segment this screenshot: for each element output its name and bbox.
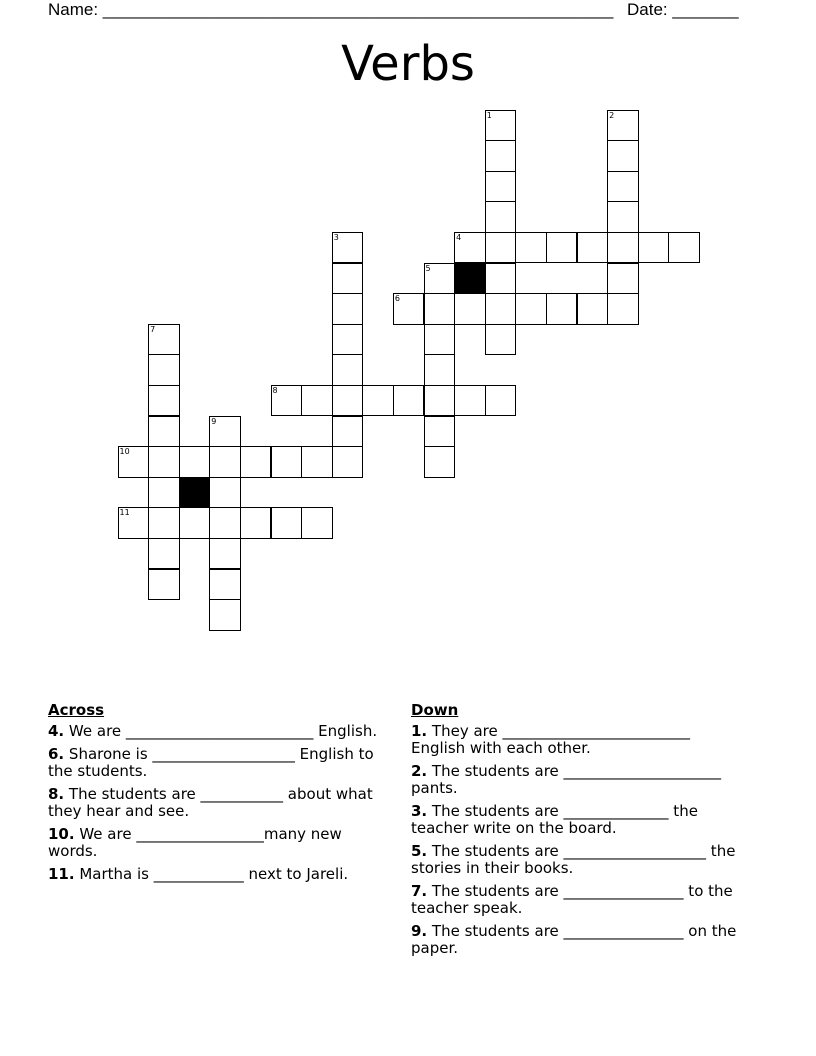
clue-number: 2. <box>411 762 428 780</box>
crossword-cell[interactable] <box>607 232 639 264</box>
date-field-line: Date: _______ <box>627 0 739 19</box>
crossword-cell[interactable] <box>301 507 333 539</box>
crossword-cell[interactable] <box>301 385 333 417</box>
cell-number: 1 <box>486 110 492 120</box>
crossword-cell[interactable] <box>271 446 303 478</box>
clue-number: 1. <box>411 722 428 740</box>
crossword-cell[interactable] <box>148 324 180 356</box>
crossword-cell[interactable] <box>638 232 670 264</box>
clue-number: 5. <box>411 842 428 860</box>
crossword-cell[interactable] <box>209 599 241 631</box>
crossword-black-cell <box>454 263 486 295</box>
crossword-cell[interactable] <box>454 232 486 264</box>
across-clue-6 <box>48 746 388 780</box>
cell-number: 3 <box>333 232 339 242</box>
cell-number: 10 <box>119 447 130 457</box>
clue-number: 4. <box>48 722 65 740</box>
crossword-cell[interactable] <box>485 293 517 325</box>
cell-number: 7 <box>150 324 156 334</box>
crossword-cell[interactable] <box>148 507 180 539</box>
crossword-cell[interactable] <box>332 416 364 448</box>
clue-number: 10. <box>48 825 75 843</box>
crossword-cell[interactable] <box>485 232 517 264</box>
crossword-cell[interactable] <box>515 232 547 264</box>
across-clue-4 <box>48 723 388 740</box>
clue-text: Sharone is ___________________ English to the students. <box>48 745 374 780</box>
crossword-cell[interactable] <box>668 232 700 264</box>
clue-text: The students are ________________ to the teacher speak. <box>411 882 733 917</box>
crossword-cell[interactable] <box>209 477 241 509</box>
clue-number: 7. <box>411 882 428 900</box>
clue-number: 11. <box>48 865 75 883</box>
crossword-cell[interactable] <box>485 385 517 417</box>
crossword-cell[interactable] <box>209 416 241 448</box>
across-heading: Across <box>48 701 105 719</box>
cell-number: 9 <box>211 416 217 426</box>
crossword-cell[interactable] <box>332 446 364 478</box>
across-clue-10 <box>48 826 388 860</box>
down-clue-9 <box>411 923 741 957</box>
crossword-cell[interactable] <box>240 446 272 478</box>
crossword-cell[interactable] <box>485 263 517 295</box>
crossword-cell[interactable] <box>148 385 180 417</box>
clue-number: 9. <box>411 922 428 940</box>
crossword-cell[interactable] <box>332 385 364 417</box>
crossword-cell[interactable] <box>301 446 333 478</box>
crossword-cell[interactable] <box>607 293 639 325</box>
clue-text: We are _________________________ English. <box>68 722 378 740</box>
crossword-cell[interactable] <box>148 538 180 570</box>
crossword-cell[interactable] <box>179 446 211 478</box>
cell-number: 4 <box>456 232 462 242</box>
crossword-cell[interactable] <box>179 507 211 539</box>
crossword-cell[interactable] <box>577 232 609 264</box>
crossword-cell[interactable] <box>607 110 639 142</box>
down-clues <box>411 702 741 963</box>
across-clues <box>48 702 388 889</box>
clue-number: 3. <box>411 802 428 820</box>
down-clue-1 <box>411 723 741 757</box>
crossword-cell[interactable] <box>271 507 303 539</box>
crossword-cell[interactable] <box>607 140 639 172</box>
clue-text: Martha is ____________ next to Jareli. <box>79 865 349 883</box>
clue-text: The students are ___________________ the stories in their books. <box>411 842 736 877</box>
crossword-cell[interactable] <box>607 263 639 295</box>
crossword-cell[interactable] <box>209 446 241 478</box>
crossword-cell[interactable] <box>148 446 180 478</box>
crossword-cell[interactable] <box>577 293 609 325</box>
across-clue-11 <box>48 866 388 883</box>
crossword-cell[interactable] <box>148 569 180 601</box>
crossword-black-cell <box>179 477 211 509</box>
clue-text: The students are ________________ on the paper. <box>411 922 737 957</box>
down-clue-5 <box>411 843 741 877</box>
crossword-cell[interactable] <box>485 324 517 356</box>
crossword-cell[interactable] <box>332 232 364 264</box>
crossword-cell[interactable] <box>332 354 364 386</box>
crossword-cell[interactable] <box>485 201 517 233</box>
crossword-cell[interactable] <box>607 171 639 203</box>
clue-number: 8. <box>48 785 65 803</box>
crossword-cell[interactable] <box>332 293 364 325</box>
crossword-cell[interactable] <box>424 385 456 417</box>
crossword-cell[interactable] <box>424 293 456 325</box>
down-clue-3 <box>411 803 741 837</box>
crossword-cell[interactable] <box>362 385 394 417</box>
crossword-cell[interactable] <box>148 416 180 448</box>
crossword-cell[interactable] <box>209 538 241 570</box>
name-field-line: Name: ______________________________________________________ <box>48 0 614 19</box>
crossword-cell[interactable] <box>546 232 578 264</box>
crossword-cell[interactable] <box>393 293 425 325</box>
cell-number: 5 <box>425 263 431 273</box>
crossword-cell[interactable] <box>515 293 547 325</box>
crossword-cell[interactable] <box>118 507 150 539</box>
crossword-cell[interactable] <box>393 385 425 417</box>
clue-text: The students are _____________________ pants. <box>411 762 722 797</box>
crossword-cell[interactable] <box>607 201 639 233</box>
crossword-cell[interactable] <box>485 171 517 203</box>
crossword-cell[interactable] <box>209 507 241 539</box>
clue-text: The students are ___________ about what they hear and see. <box>48 785 373 820</box>
cell-number: 8 <box>272 385 278 395</box>
crossword-cell[interactable] <box>424 354 456 386</box>
crossword-cell[interactable] <box>148 477 180 509</box>
clue-text: We are _________________many new words. <box>48 825 342 860</box>
crossword-cell[interactable] <box>424 263 456 295</box>
crossword-cell[interactable] <box>148 354 180 386</box>
cell-number: 2 <box>609 110 615 120</box>
crossword-cell[interactable] <box>118 446 150 478</box>
crossword-cell[interactable] <box>332 263 364 295</box>
down-clue-7 <box>411 883 741 917</box>
clue-text: The students are ______________ the teacher write on the board. <box>411 802 698 837</box>
crossword-cell[interactable] <box>424 324 456 356</box>
crossword-cell[interactable] <box>454 293 486 325</box>
cell-number: 11 <box>119 508 130 518</box>
crossword-cell[interactable] <box>209 569 241 601</box>
clue-text: They are _________________________ English with each other. <box>411 722 690 757</box>
crossword-cell[interactable] <box>546 293 578 325</box>
crossword-cell[interactable] <box>332 324 364 356</box>
down-clue-2 <box>411 763 741 797</box>
cell-number: 6 <box>394 294 400 304</box>
down-heading: Down <box>411 701 459 719</box>
crossword-cell[interactable] <box>454 385 486 417</box>
crossword-cell[interactable] <box>485 140 517 172</box>
across-clue-8 <box>48 786 388 820</box>
crossword-cell[interactable] <box>424 446 456 478</box>
crossword-cell[interactable] <box>240 507 272 539</box>
page-title: Verbs <box>341 36 475 92</box>
crossword-cell[interactable] <box>424 416 456 448</box>
crossword-cell[interactable] <box>485 110 517 142</box>
crossword-cell[interactable] <box>271 385 303 417</box>
clue-number: 6. <box>48 745 65 763</box>
